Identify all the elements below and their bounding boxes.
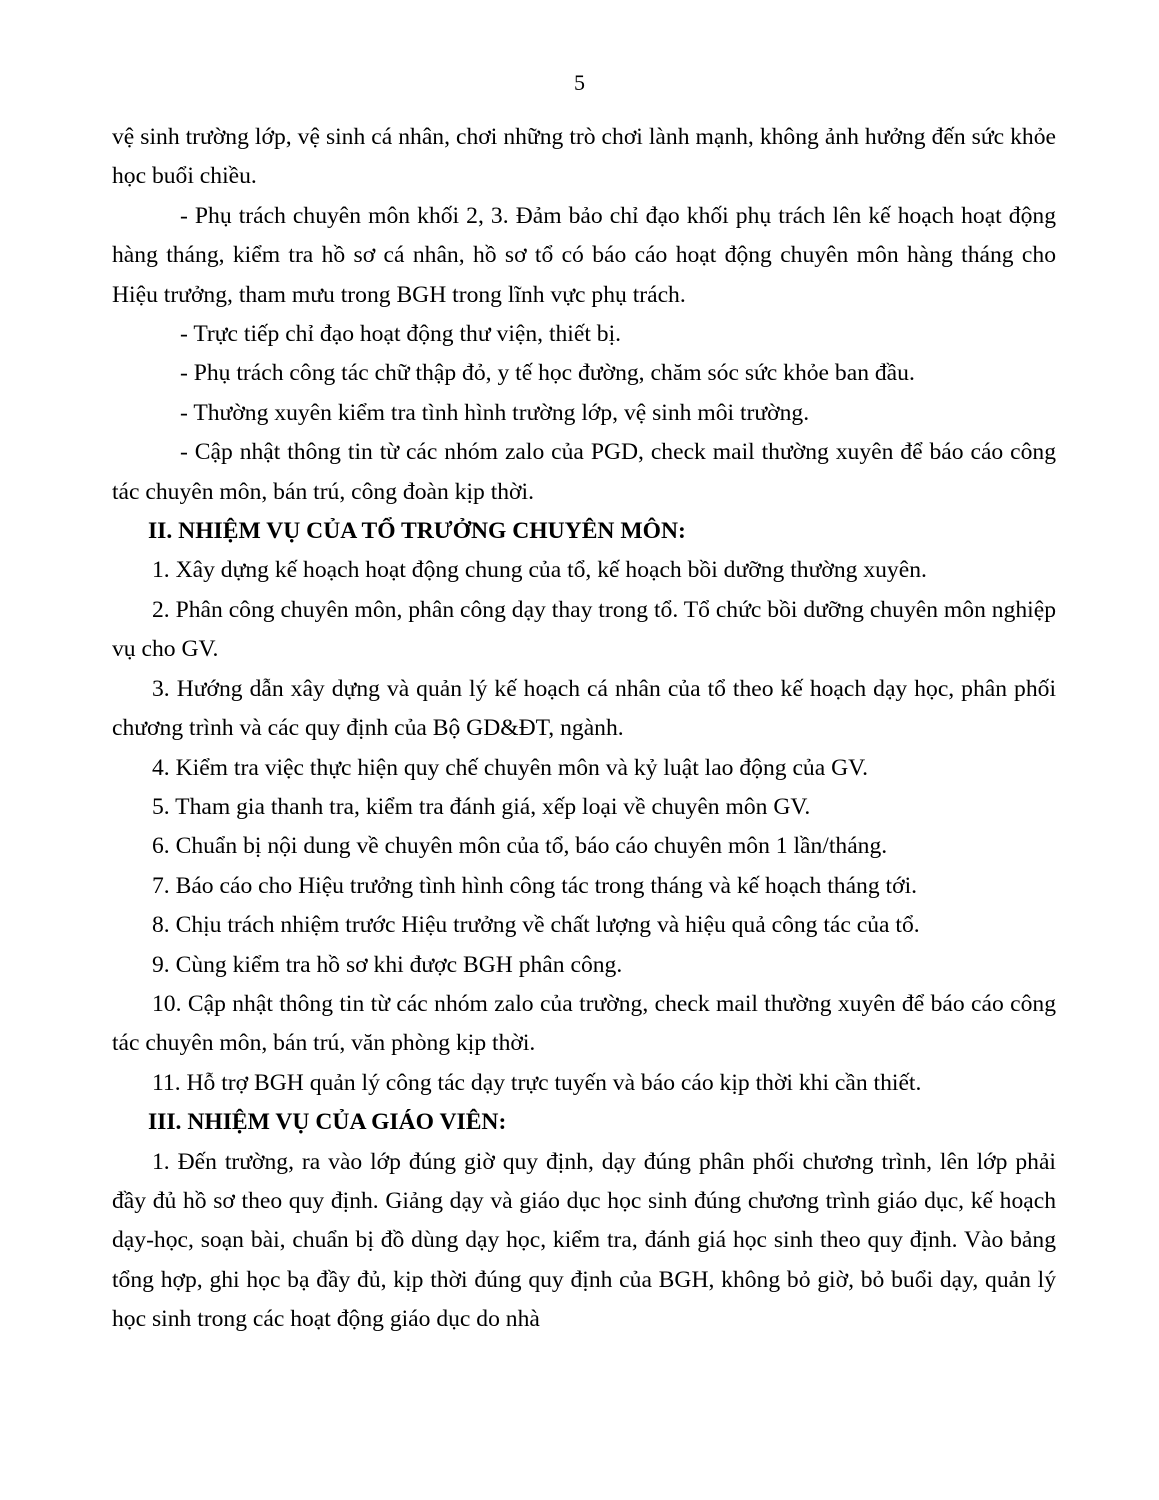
document-body [112, 118, 1056, 1340]
duty-item: 6. Chuẩn bị nội dung về chuyên môn của tổ, báo cáo chuyên môn 1 lần/tháng. [152, 833, 888, 860]
duty-item: 5. Tham gia thanh tra, kiểm tra đánh giá, xếp loại về chuyên môn GV. [152, 793, 811, 820]
paragraph-continuation: vệ sinh trường lớp, vệ sinh cá nhân, chơi những trò chơi lành mạnh, không ảnh hưởng đến sức khỏe học buổi chiều. [112, 124, 1056, 190]
page-number: 5 [574, 70, 585, 95]
duty-item: - Phụ trách công tác chữ thập đỏ, y tế học đường, chăm sóc sức khỏe ban đầu. [180, 360, 915, 387]
duty-item: - Phụ trách chuyên môn khối 2, 3. Đảm bảo chỉ đạo khối phụ trách lên kế hoạch hoạt động hàng tháng, kiểm tra hồ sơ cá nhân, hồ sơ tổ có báo cáo hoạt động chuyên môn hàng tháng cho Hiệu trưởng, tham mưu trong BGH trong lĩnh vực phụ trách. [112, 202, 1056, 308]
duty-item: 1. Đến trường, ra vào lớp đúng giờ quy định, dạy đúng phân phối chương trình, lên lớp phải đầy đủ hồ sơ theo quy định. Giảng dạy và giáo dục học sinh đúng chương trình giáo dục, kế hoạch dạy-học, soạn bài, chuẩn bị đồ dùng dạy học, kiểm tra, đánh giá học sinh theo quy định. Vào bảng tổng hợp, ghi học bạ đầy đủ, kịp thời đúng quy định của BGH, không bỏ giờ, bỏ buổi dạy, quản lý học sinh trong các hoạt động giáo dục do nhà [112, 1148, 1056, 1333]
duty-item: 9. Cùng kiểm tra hồ sơ khi được BGH phân công. [152, 951, 623, 978]
duty-item: 3. Hướng dẫn xây dựng và quản lý kế hoạch cá nhân của tổ theo kế hoạch dạy học, phân phối chương trình và các quy định của Bộ GD&ĐT, ngành. [112, 675, 1056, 742]
duty-item: 7. Báo cáo cho Hiệu trưởng tình hình công tác trong tháng và kế hoạch tháng tới. [152, 872, 918, 899]
duty-item: 1. Xây dựng kế hoạch hoạt động chung của tổ, kế hoạch bồi dưỡng thường xuyên. [152, 557, 927, 584]
duty-item: - Thường xuyên kiểm tra tình hình trường lớp, vệ sinh môi trường. [180, 399, 810, 426]
duty-item: 11. Hỗ trợ BGH quản lý công tác dạy trực tuyến và báo cáo kịp thời khi cần thiết. [152, 1069, 922, 1096]
duty-item: - Cập nhật thông tin từ các nhóm zalo của PGD, check mail thường xuyên để báo cáo công tác chuyên môn, bán trú, công đoàn kịp thời. [112, 439, 1056, 505]
duty-item: - Trực tiếp chỉ đạo hoạt động thư viện, thiết bị. [180, 321, 622, 348]
duty-item: 2. Phân công chuyên môn, phân công dạy thay trong tổ. Tổ chức bồi dưỡng chuyên môn nghiệp vụ cho GV. [112, 596, 1056, 663]
section-heading-teacher: III. NHIỆM VỤ CỦA GIÁO VIÊN: [148, 1109, 507, 1136]
duty-item: 4. Kiểm tra việc thực hiện quy chế chuyên môn và kỷ luật lao động của GV. [152, 754, 869, 781]
section-heading-team-leader: II. NHIỆM VỤ CỦA TỔ TRƯỞNG CHUYÊN MÔN: [148, 518, 686, 545]
duty-item: 8. Chịu trách nhiệm trước Hiệu trưởng về chất lượng và hiệu quả công tác của tổ. [152, 912, 920, 939]
duty-item: 10. Cập nhật thông tin từ các nhóm zalo của trường, check mail thường xuyên để báo cáo công tác chuyên môn, bán trú, văn phòng kịp thời. [112, 990, 1056, 1057]
